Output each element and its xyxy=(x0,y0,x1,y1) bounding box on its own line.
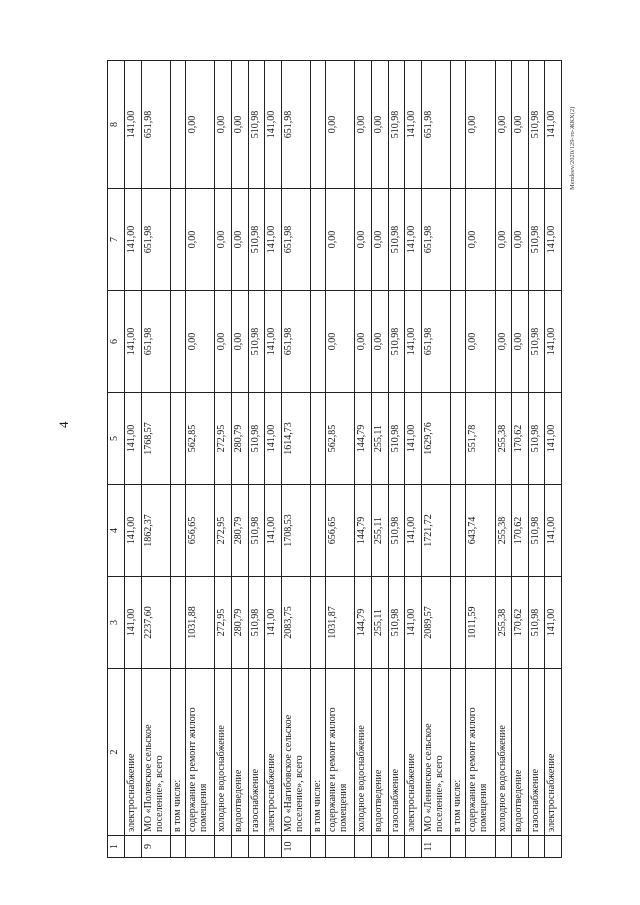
value-cell: 0,00 xyxy=(231,61,248,189)
value-cell: 141,00 xyxy=(545,61,562,189)
value-cell: 141,00 xyxy=(125,393,142,485)
value-cell: 562,85 xyxy=(325,393,355,485)
value-cell: 1721,72 xyxy=(421,485,451,577)
table-row xyxy=(171,61,186,858)
row-name-cell: водоотведение xyxy=(231,669,248,836)
table-row xyxy=(528,61,545,858)
table-row xyxy=(421,61,451,858)
value-cell: 141,00 xyxy=(405,577,422,669)
value-cell: 0,00 xyxy=(215,189,232,291)
value-cell: 170,62 xyxy=(512,577,529,669)
value-cell: 510,98 xyxy=(528,61,545,189)
document-footer: Mendeev/2020/129-то-ЖКХ(2) xyxy=(569,106,576,190)
value-cell: 141,00 xyxy=(405,393,422,485)
value-cell: 510,98 xyxy=(388,61,405,189)
value-cell: 141,00 xyxy=(265,577,282,669)
table-row xyxy=(325,61,355,858)
value-cell: 510,98 xyxy=(248,577,265,669)
column-header: 8 xyxy=(108,61,125,189)
value-cell: 144,79 xyxy=(355,393,372,485)
value-cell: 272,95 xyxy=(215,577,232,669)
value-cell: 0,00 xyxy=(355,291,372,393)
value-cell: 510,98 xyxy=(528,577,545,669)
value-cell: 510,98 xyxy=(248,61,265,189)
table-row xyxy=(372,61,389,858)
row-number-cell xyxy=(125,836,142,858)
value-cell: 0,00 xyxy=(512,291,529,393)
row-name-cell: в том числе: xyxy=(311,669,326,836)
value-cell: 510,98 xyxy=(248,393,265,485)
value-cell: 651,98 xyxy=(421,189,451,291)
value-cell: 0,00 xyxy=(465,61,495,189)
value-cell: 0,00 xyxy=(325,291,355,393)
value-cell xyxy=(451,393,466,485)
value-cell xyxy=(171,393,186,485)
table-row xyxy=(185,61,215,858)
value-cell: 510,98 xyxy=(248,485,265,577)
row-name-cell: электроснабжение xyxy=(545,669,562,836)
value-cell: 141,00 xyxy=(405,291,422,393)
value-cell: 0,00 xyxy=(215,61,232,189)
table-row xyxy=(405,61,422,858)
table-container xyxy=(107,61,562,858)
row-name-cell: электроснабжение xyxy=(125,669,142,836)
value-cell: 510,98 xyxy=(528,393,545,485)
value-cell xyxy=(311,577,326,669)
table-row xyxy=(265,61,282,858)
row-number-cell xyxy=(248,836,265,858)
row-name-cell: содержание и ремонт жилого помещения xyxy=(325,669,355,836)
row-number-cell xyxy=(311,836,326,858)
row-number-cell xyxy=(325,836,355,858)
value-cell: 651,98 xyxy=(281,189,311,291)
value-cell: 0,00 xyxy=(231,189,248,291)
row-number-cell xyxy=(355,836,372,858)
value-cell: 280,79 xyxy=(231,577,248,669)
value-cell: 0,00 xyxy=(185,61,215,189)
value-cell xyxy=(311,61,326,189)
column-header: 2 xyxy=(108,669,125,836)
value-cell: 280,79 xyxy=(231,393,248,485)
value-cell: 144,79 xyxy=(355,485,372,577)
row-name-cell: газоснабжение xyxy=(248,669,265,836)
value-cell: 510,98 xyxy=(388,577,405,669)
table-row xyxy=(281,61,311,858)
value-cell xyxy=(311,291,326,393)
value-cell: 141,00 xyxy=(405,189,422,291)
value-cell xyxy=(311,189,326,291)
value-cell xyxy=(171,61,186,189)
row-name-cell: электроснабжение xyxy=(265,669,282,836)
row-number-cell xyxy=(185,836,215,858)
row-number-cell xyxy=(451,836,466,858)
row-name-cell: МО «Ленинское сельское поселение», всего xyxy=(421,669,451,836)
value-cell: 0,00 xyxy=(465,291,495,393)
value-cell: 272,95 xyxy=(215,485,232,577)
value-cell: 0,00 xyxy=(495,61,512,189)
value-cell: 141,00 xyxy=(265,61,282,189)
value-cell: 280,79 xyxy=(231,485,248,577)
value-cell: 0,00 xyxy=(495,189,512,291)
value-cell: 0,00 xyxy=(512,61,529,189)
value-cell: 651,98 xyxy=(141,291,171,393)
tariff-table xyxy=(107,60,562,858)
value-cell: 0,00 xyxy=(355,61,372,189)
table-row xyxy=(451,61,466,858)
value-cell: 651,98 xyxy=(141,189,171,291)
header-row xyxy=(108,61,125,858)
row-number-cell xyxy=(171,836,186,858)
column-header: 6 xyxy=(108,291,125,393)
value-cell: 0,00 xyxy=(325,61,355,189)
table-row xyxy=(215,61,232,858)
value-cell: 651,98 xyxy=(141,61,171,189)
value-cell: 141,00 xyxy=(545,577,562,669)
row-number-cell xyxy=(372,836,389,858)
value-cell xyxy=(451,485,466,577)
value-cell: 651,98 xyxy=(421,61,451,189)
row-name-cell: МО «Полевское сельское поселение», всего xyxy=(141,669,171,836)
value-cell: 141,00 xyxy=(125,291,142,393)
row-number-cell xyxy=(495,836,512,858)
row-number-cell: 9 xyxy=(141,836,171,858)
value-cell: 1708,53 xyxy=(281,485,311,577)
value-cell: 141,00 xyxy=(545,291,562,393)
value-cell: 170,62 xyxy=(512,485,529,577)
value-cell: 255,11 xyxy=(372,485,389,577)
value-cell: 141,00 xyxy=(265,291,282,393)
table-body xyxy=(125,61,562,858)
value-cell: 141,00 xyxy=(545,189,562,291)
row-name-cell: газоснабжение xyxy=(388,669,405,836)
row-number-cell xyxy=(231,836,248,858)
row-name-cell: содержание и ремонт жилого помещения xyxy=(185,669,215,836)
row-number-cell xyxy=(545,836,562,858)
value-cell: 510,98 xyxy=(528,485,545,577)
table-row xyxy=(141,61,171,858)
table-row xyxy=(545,61,562,858)
table-row xyxy=(125,61,142,858)
value-cell: 141,00 xyxy=(125,61,142,189)
value-cell: 141,00 xyxy=(125,577,142,669)
row-name-cell: содержание и ремонт жилого помещения xyxy=(465,669,495,836)
row-number-cell xyxy=(265,836,282,858)
value-cell: 255,11 xyxy=(372,577,389,669)
value-cell: 255,11 xyxy=(372,393,389,485)
value-cell: 551,78 xyxy=(465,393,495,485)
value-cell: 272,95 xyxy=(215,393,232,485)
value-cell: 0,00 xyxy=(465,189,495,291)
value-cell: 651,98 xyxy=(281,291,311,393)
value-cell: 1031,87 xyxy=(325,577,355,669)
row-number-cell xyxy=(465,836,495,858)
value-cell: 141,00 xyxy=(265,189,282,291)
value-cell: 255,38 xyxy=(495,577,512,669)
value-cell: 144,79 xyxy=(355,577,372,669)
row-name-cell: холодное водоснабжение xyxy=(355,669,372,836)
column-header: 3 xyxy=(108,577,125,669)
value-cell: 651,98 xyxy=(421,291,451,393)
value-cell xyxy=(451,61,466,189)
table-row xyxy=(248,61,265,858)
column-header: 4 xyxy=(108,485,125,577)
value-cell: 510,98 xyxy=(248,291,265,393)
value-cell xyxy=(171,577,186,669)
value-cell: 2237,60 xyxy=(141,577,171,669)
column-header: 7 xyxy=(108,189,125,291)
row-name-cell: водоотведение xyxy=(372,669,389,836)
value-cell: 141,00 xyxy=(545,485,562,577)
row-number-cell xyxy=(215,836,232,858)
value-cell: 0,00 xyxy=(215,291,232,393)
row-name-cell: газоснабжение xyxy=(528,669,545,836)
row-number-cell xyxy=(512,836,529,858)
value-cell: 141,00 xyxy=(405,61,422,189)
value-cell: 141,00 xyxy=(125,485,142,577)
value-cell: 0,00 xyxy=(512,189,529,291)
value-cell: 0,00 xyxy=(372,291,389,393)
value-cell xyxy=(171,189,186,291)
value-cell: 510,98 xyxy=(388,291,405,393)
column-header: 1 xyxy=(108,836,125,858)
value-cell: 141,00 xyxy=(265,393,282,485)
value-cell: 170,62 xyxy=(512,393,529,485)
table-row xyxy=(311,61,326,858)
value-cell: 0,00 xyxy=(231,291,248,393)
value-cell: 510,98 xyxy=(528,291,545,393)
value-cell xyxy=(171,485,186,577)
value-cell: 510,98 xyxy=(528,189,545,291)
value-cell: 562,85 xyxy=(185,393,215,485)
value-cell xyxy=(451,291,466,393)
page-number: 4 xyxy=(56,421,71,428)
value-cell: 141,00 xyxy=(265,485,282,577)
value-cell: 510,98 xyxy=(248,189,265,291)
value-cell xyxy=(171,291,186,393)
table-row xyxy=(465,61,495,858)
value-cell: 255,38 xyxy=(495,485,512,577)
column-header: 5 xyxy=(108,393,125,485)
value-cell: 0,00 xyxy=(355,189,372,291)
row-name-cell: МО «Нагибовское сельское поселение», всего xyxy=(281,669,311,836)
value-cell: 1614,73 xyxy=(281,393,311,485)
table-row xyxy=(231,61,248,858)
value-cell: 643,74 xyxy=(465,485,495,577)
value-cell: 1031,88 xyxy=(185,577,215,669)
value-cell: 510,98 xyxy=(388,189,405,291)
value-cell xyxy=(451,189,466,291)
row-number-cell xyxy=(388,836,405,858)
value-cell: 0,00 xyxy=(185,291,215,393)
value-cell: 0,00 xyxy=(185,189,215,291)
row-name-cell: электроснабжение xyxy=(405,669,422,836)
value-cell: 651,98 xyxy=(281,61,311,189)
value-cell: 141,00 xyxy=(545,393,562,485)
value-cell: 656,65 xyxy=(185,485,215,577)
value-cell: 656,65 xyxy=(325,485,355,577)
value-cell: 1862,37 xyxy=(141,485,171,577)
value-cell xyxy=(311,393,326,485)
row-name-cell: холодное водоснабжение xyxy=(215,669,232,836)
value-cell: 0,00 xyxy=(372,61,389,189)
row-name-cell: в том числе: xyxy=(451,669,466,836)
value-cell: 255,38 xyxy=(495,393,512,485)
table-row xyxy=(355,61,372,858)
value-cell: 1768,57 xyxy=(141,393,171,485)
value-cell: 1011,59 xyxy=(465,577,495,669)
row-number-cell: 11 xyxy=(421,836,451,858)
table-row xyxy=(388,61,405,858)
row-name-cell: холодное водоснабжение xyxy=(495,669,512,836)
value-cell: 510,98 xyxy=(388,393,405,485)
table-row xyxy=(512,61,529,858)
value-cell: 0,00 xyxy=(325,189,355,291)
row-number-cell: 10 xyxy=(281,836,311,858)
value-cell xyxy=(451,577,466,669)
value-cell: 2083,75 xyxy=(281,577,311,669)
row-name-cell: в том числе: xyxy=(171,669,186,836)
row-number-cell xyxy=(528,836,545,858)
row-name-cell: водоотведение xyxy=(512,669,529,836)
value-cell: 510,98 xyxy=(388,485,405,577)
value-cell: 141,00 xyxy=(405,485,422,577)
table-row xyxy=(495,61,512,858)
value-cell: 141,00 xyxy=(125,189,142,291)
value-cell: 1629,76 xyxy=(421,393,451,485)
value-cell: 0,00 xyxy=(495,291,512,393)
value-cell xyxy=(311,485,326,577)
value-cell: 2089,57 xyxy=(421,577,451,669)
value-cell: 0,00 xyxy=(372,189,389,291)
row-number-cell xyxy=(405,836,422,858)
